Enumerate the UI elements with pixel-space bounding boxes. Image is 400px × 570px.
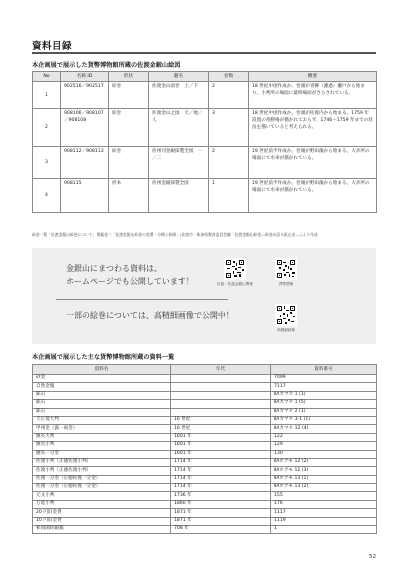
qr2-caption: 貨幣関係: [278, 282, 294, 286]
material-number: ⅡAカマセ 2 (1): [271, 408, 377, 416]
row-title: 佐渡金山之図 天／地／人: [149, 109, 209, 147]
row-volumes: 2: [209, 82, 249, 109]
web-notice-panel: [32, 248, 376, 344]
table-row: [33, 442, 377, 450]
table-row: [33, 82, 377, 109]
material-number: 1: [271, 526, 377, 534]
material-name: 佐渡一分金（正徳佐渡一分金）: [33, 484, 171, 492]
notice-line-3: 一部の絵巻については、高精細画像で公開中！: [66, 311, 234, 320]
row-summary: 18 世紀中頃作成か。巻頭が青柳（濾過）瀬戸から始まり、小判所の場面に最終場面がさらされている。: [249, 82, 377, 109]
table2-header-row: [33, 365, 377, 375]
material-number: 122: [271, 433, 377, 441]
row-no: 4: [33, 179, 61, 213]
material-era: [171, 375, 271, 383]
table-row: [33, 109, 377, 147]
material-number: ⅡAカマセ 12 (4): [271, 425, 377, 433]
table1-footnote: 絵巻一覧「佐渡金銀山絵巻について」掲載巻二「佐渡金銀山絵巻の変遷・分類と絵師」(佐渡市・新潟県教育委員会編「佐渡金銀山絵巻―絵巻が語る鉱山史―」)より作成: [32, 232, 318, 237]
material-name: 鉱石: [33, 400, 171, 408]
material-era: 1736 年: [171, 492, 271, 500]
material-number: ⅡAカマセ 1 (1): [271, 391, 377, 399]
table-row: [33, 500, 377, 508]
table-row: [33, 458, 377, 466]
row-no: 1: [33, 82, 61, 109]
material-number: 129: [271, 442, 377, 450]
material-number: 1119: [271, 517, 377, 525]
material-name: 万延小判: [33, 500, 171, 508]
table-row: [33, 400, 377, 408]
row-id: 908112／908113: [61, 147, 109, 179]
table-row: [33, 484, 377, 492]
table-row: [33, 391, 377, 399]
row-title: 佐渡金山図巻 上／下: [149, 82, 209, 109]
material-era: 1601 年: [171, 433, 271, 441]
material-number: ⅡAカマセ 1 (5): [271, 400, 377, 408]
table1-heading: 本企画展で展示した貨幣博物館所蔵の佐渡金銀山絵図: [32, 62, 181, 69]
table2-heading: 本企画展で展示した主な貨幣博物館所蔵の資料一覧: [32, 354, 175, 361]
table-row: [33, 450, 377, 458]
material-number: 176: [271, 500, 377, 508]
row-summary: 19 世紀前半作成か。巻頭が野田藻から始まる。大赤所の場面にて水車が描かれている。: [249, 147, 377, 179]
material-name: 佐渡小判（正徳佐渡小判）: [33, 458, 171, 466]
material-name: 20 円旧金貨: [33, 509, 171, 517]
col-header-summary: 概要: [249, 72, 377, 82]
row-id: 908106／908107／908108: [61, 109, 109, 147]
row-title: 佐州刊金銀採製全図 一／二: [149, 147, 209, 179]
table-row: [33, 467, 377, 475]
qr-code-icon[interactable]: [275, 304, 297, 326]
material-era: 1601 年: [171, 450, 271, 458]
material-era: 16 世紀: [171, 416, 271, 424]
material-name: 佐渡一分金（正徳佐渡一分金）: [33, 475, 171, 483]
section-divider: [32, 52, 376, 54]
table-row: [33, 147, 377, 179]
material-name: 甲州金（露一両金）: [33, 425, 171, 433]
material-number: 7099: [271, 375, 377, 383]
material-number: 1117: [271, 509, 377, 517]
material-name: 鉱石: [33, 408, 171, 416]
material-name: 砂金: [33, 375, 171, 383]
material-era: [171, 383, 271, 391]
col-header-shape: 形状: [109, 72, 149, 82]
qr1-caption: 佐渡・佐渡金銀山関係: [217, 282, 253, 286]
row-id: 908115: [61, 179, 109, 213]
material-era: 1871 年: [171, 509, 271, 517]
table-row: [33, 526, 377, 534]
material-era: 1714 年: [171, 467, 271, 475]
row-title: 佐州金銀採製全図: [149, 179, 209, 213]
notice-line-1: 金銀山にまつわる資料は、: [66, 264, 162, 273]
notice-divider: [56, 299, 228, 300]
material-era: 708 年: [171, 526, 271, 534]
row-volumes: 3: [209, 109, 249, 147]
material-era: 1601 年: [171, 442, 271, 450]
material-name: 慶長大判: [33, 433, 171, 441]
material-name: 元文小判: [33, 492, 171, 500]
material-number: ⅡAホアモ 13 (2): [271, 484, 377, 492]
row-no: 2: [33, 109, 61, 147]
col-header-id: 名称 ID: [61, 72, 109, 82]
row-no: 3: [33, 147, 61, 179]
table-row: [33, 475, 377, 483]
row-summary: 18 世紀中頃作成か。巻頭が佐渡内から始まる。1759 年設置の寄勝場が描かれておらず、1746～1759 年までの状況を描いていると考えられる。: [249, 109, 377, 147]
row-id: 902516／902517: [61, 82, 109, 109]
material-name: 鉱石: [33, 391, 171, 399]
material-name: 佐渡小判（正徳佐渡小判）: [33, 467, 171, 475]
qr-code-icon[interactable]: [224, 258, 246, 280]
row-volumes: 2: [209, 147, 249, 179]
col-header-title: 題名: [149, 72, 209, 82]
notice-message-top: [66, 262, 194, 288]
table1-header-row: [33, 72, 377, 82]
table-row: [33, 383, 377, 391]
material-era: [171, 400, 271, 408]
table-row: [33, 408, 377, 416]
material-number: ⅡAカマセ 3-1 (1): [271, 416, 377, 424]
qr-code-icon[interactable]: [275, 258, 297, 280]
material-name: 慶長小判: [33, 442, 171, 450]
table-row: [33, 517, 377, 525]
col-header-no: No: [33, 72, 61, 82]
material-era: 16 世紀: [171, 425, 271, 433]
qr-pattern-icon: [277, 260, 295, 278]
material-era: 1714 年: [171, 484, 271, 492]
material-name: 和同開珎銀銭: [33, 526, 171, 534]
material-name: 天正菱大判: [33, 416, 171, 424]
material-name: 自然金塊: [33, 383, 171, 391]
material-number: 7117: [271, 383, 377, 391]
material-name: 10 円旧金貨: [33, 517, 171, 525]
materials-table: [32, 364, 377, 534]
qr-pattern-icon: [226, 260, 244, 278]
notice-line-2: ホームページでも公開しています！: [66, 277, 194, 286]
table-row: [33, 433, 377, 441]
col-header-material: 資料名: [33, 365, 171, 375]
qr-pattern-icon: [277, 306, 295, 324]
material-number: 130: [271, 450, 377, 458]
row-volumes: 1: [209, 179, 249, 213]
table-row: [33, 375, 377, 383]
material-era: [171, 408, 271, 416]
material-number: ⅡAホアモ 13 (1): [271, 475, 377, 483]
material-era: 1871 年: [171, 517, 271, 525]
table-row: [33, 179, 377, 213]
row-shape: 絵巻: [109, 109, 149, 147]
row-shape: 折本: [109, 179, 149, 213]
table-row: [33, 492, 377, 500]
material-era: [171, 391, 271, 399]
material-number: 155: [271, 492, 377, 500]
material-era: 1714 年: [171, 475, 271, 483]
col-header-volumes: 巻数: [209, 72, 249, 82]
row-summary: 19 世紀前半作成か。巻頭が野田藻から始まる。大赤所の場面にて水車が描かれている。: [249, 179, 377, 213]
material-number: ⅡAホアモ 12 (3): [271, 467, 377, 475]
table-row: [33, 416, 377, 424]
section-title: 資料目録: [32, 41, 73, 52]
material-name: 慶長一分金: [33, 450, 171, 458]
picture-scroll-table: [32, 71, 377, 213]
table-row: [33, 509, 377, 517]
table-row: [33, 425, 377, 433]
row-shape: 絵巻: [109, 147, 149, 179]
col-header-number: 資料番号: [271, 365, 377, 375]
material-era: 1860 年: [171, 500, 271, 508]
row-shape: 絵巻: [109, 82, 149, 109]
qr3-caption: 高精細画像: [277, 328, 295, 332]
material-number: ⅡAホアモ 12 (2): [271, 458, 377, 466]
col-header-era: 年代: [171, 365, 271, 375]
page-number: 52: [369, 554, 376, 560]
material-era: 1714 年: [171, 458, 271, 466]
